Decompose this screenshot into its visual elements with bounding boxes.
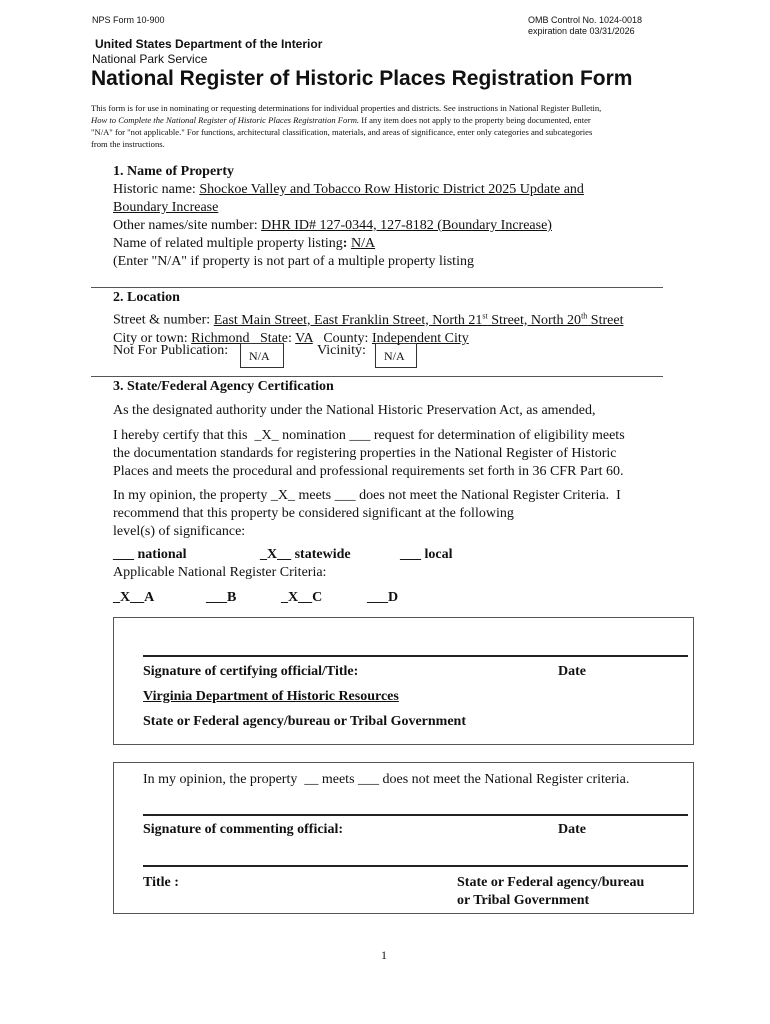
state-value: VA bbox=[295, 330, 313, 346]
divider bbox=[91, 376, 663, 377]
ordinal-suffix: st bbox=[482, 311, 488, 320]
certifying-signature-label: Signature of certifying official/Title: bbox=[143, 664, 359, 679]
other-names-row bbox=[113, 217, 584, 235]
level-national[interactable]: ___ national bbox=[113, 547, 187, 562]
omb-control-number: OMB Control No. 1024-0018 bbox=[528, 15, 643, 25]
opinion-line: In my opinion, the property _X_ meets ___ does not meet the National Register Criteria. I bbox=[113, 488, 621, 503]
section-location bbox=[113, 289, 623, 348]
intro-line bbox=[91, 114, 601, 126]
opinion-statement bbox=[113, 487, 621, 541]
historic-name-row bbox=[113, 181, 584, 199]
agency-type-label: State or Federal agency/bureau or Tribal Government bbox=[143, 714, 467, 729]
historic-name-value: Shockoe Valley and Tobacco Row Historic District 2025 Update and bbox=[199, 182, 584, 197]
city-value: Richmond bbox=[191, 330, 250, 346]
intro-line-rest: If any item does not apply to the property being documented, enter bbox=[359, 115, 591, 125]
intro-text bbox=[91, 102, 601, 150]
other-names-label: Other names/site number: bbox=[113, 218, 262, 233]
vicinity-label: Vicinity: bbox=[317, 343, 366, 358]
certification-line: I hereby certify that this _X_ nomination ___ request for determination of eligibility meets bbox=[113, 428, 625, 443]
commenting-opinion: In my opinion, the property __ meets ___ does not meet the National Register criteria. bbox=[143, 772, 630, 787]
street-value-b: Street, North 20 bbox=[487, 312, 582, 328]
not-for-publication-field[interactable]: N/A bbox=[240, 343, 284, 368]
county-value: Independent City bbox=[371, 330, 469, 346]
street-value-a: East Main Street, East Franklin Street, North 21 bbox=[213, 312, 483, 328]
expiration-date: expiration date 03/31/2026 bbox=[528, 26, 635, 36]
city-label: City or town: bbox=[113, 330, 192, 346]
other-names-value: DHR ID# 127-0344, 127-8182 (Boundary Increase) bbox=[261, 218, 552, 233]
commenting-title-label: Title : bbox=[143, 875, 179, 890]
certification-line: Places and meets the procedural and professional requirements set forth in 36 CFR Part 60. bbox=[113, 464, 624, 479]
street-value bbox=[214, 313, 624, 328]
opinion-line: recommend that this property be considered significant at the following bbox=[113, 506, 514, 521]
commenting-signature-label: Signature of commenting official: bbox=[143, 822, 343, 837]
related-listing-colon: : bbox=[342, 236, 351, 251]
divider bbox=[91, 287, 663, 288]
page-title: National Register of Historic Places Registration Form bbox=[91, 67, 633, 90]
section-heading: 1. Name of Property bbox=[113, 164, 235, 179]
intro-line: This form is for use in nominating or requesting determinations for individual properties and districts. See instructions in National Register Bulletin, bbox=[91, 103, 602, 113]
signature-line[interactable] bbox=[143, 814, 688, 816]
related-listing-note: (Enter "N/A" if property is not part of a multiple property listing bbox=[113, 254, 474, 269]
page-number: 1 bbox=[381, 948, 387, 962]
bulletin-title: How to Complete the National Register of Historic Places Registration Form. bbox=[91, 115, 360, 125]
opinion-line: level(s) of significance: bbox=[113, 524, 246, 539]
agency-name: Virginia Department of Historic Resources bbox=[143, 689, 399, 704]
commenting-agency-label-cont: or Tribal Government bbox=[457, 893, 590, 908]
criterion-b[interactable]: ___B bbox=[206, 590, 237, 605]
state-label: State: bbox=[249, 330, 296, 346]
criterion-c[interactable]: _X__C bbox=[281, 590, 323, 605]
section-name-of-property bbox=[113, 163, 584, 271]
signature-line[interactable] bbox=[143, 655, 688, 657]
department-name: United States Department of the Interior bbox=[95, 37, 323, 51]
county-label: County: bbox=[312, 330, 372, 346]
section-heading: 3. State/Federal Agency Certification bbox=[113, 379, 334, 394]
historic-name-label: Historic name: bbox=[113, 182, 200, 197]
service-name: National Park Service bbox=[92, 52, 208, 66]
intro-line: "N/A" for "not applicable." For functions, architectural classification, materials, and areas of significance, enter only categories and subcategories bbox=[91, 127, 593, 137]
intro-line: from the instructions. bbox=[91, 139, 165, 149]
section-heading: 2. Location bbox=[113, 290, 180, 305]
level-statewide[interactable]: _X__ statewide bbox=[260, 547, 351, 562]
commenting-date-label: Date bbox=[558, 822, 586, 837]
certifying-date-label: Date bbox=[558, 664, 586, 679]
certification-statement bbox=[113, 427, 625, 481]
commenting-agency-label: State or Federal agency/bureau bbox=[457, 875, 645, 890]
form-number: NPS Form 10-900 bbox=[92, 15, 165, 25]
street-label: Street & number: bbox=[113, 312, 214, 328]
not-for-publication-label: Not For Publication: bbox=[113, 343, 229, 358]
criterion-d[interactable]: ___D bbox=[367, 590, 399, 605]
street-value-c: Street bbox=[587, 312, 624, 328]
authority-statement: As the designated authority under the National Historic Preservation Act, as amended, bbox=[113, 403, 596, 418]
street-row bbox=[113, 307, 623, 330]
level-local[interactable]: ___ local bbox=[400, 547, 453, 562]
ordinal-suffix: th bbox=[581, 311, 588, 320]
related-listing-row bbox=[113, 235, 584, 253]
related-listing-label: Name of related multiple property listing bbox=[113, 236, 343, 251]
historic-name-value-cont: Boundary Increase bbox=[113, 200, 219, 215]
criteria-label: Applicable National Register Criteria: bbox=[113, 565, 327, 580]
certification-line: the documentation standards for registering properties in the National Register of Historic bbox=[113, 446, 617, 461]
related-listing-value: N/A bbox=[350, 236, 376, 251]
criterion-a[interactable]: _X__A bbox=[113, 590, 155, 605]
title-line[interactable] bbox=[143, 865, 688, 867]
vicinity-field[interactable]: N/A bbox=[375, 343, 417, 368]
